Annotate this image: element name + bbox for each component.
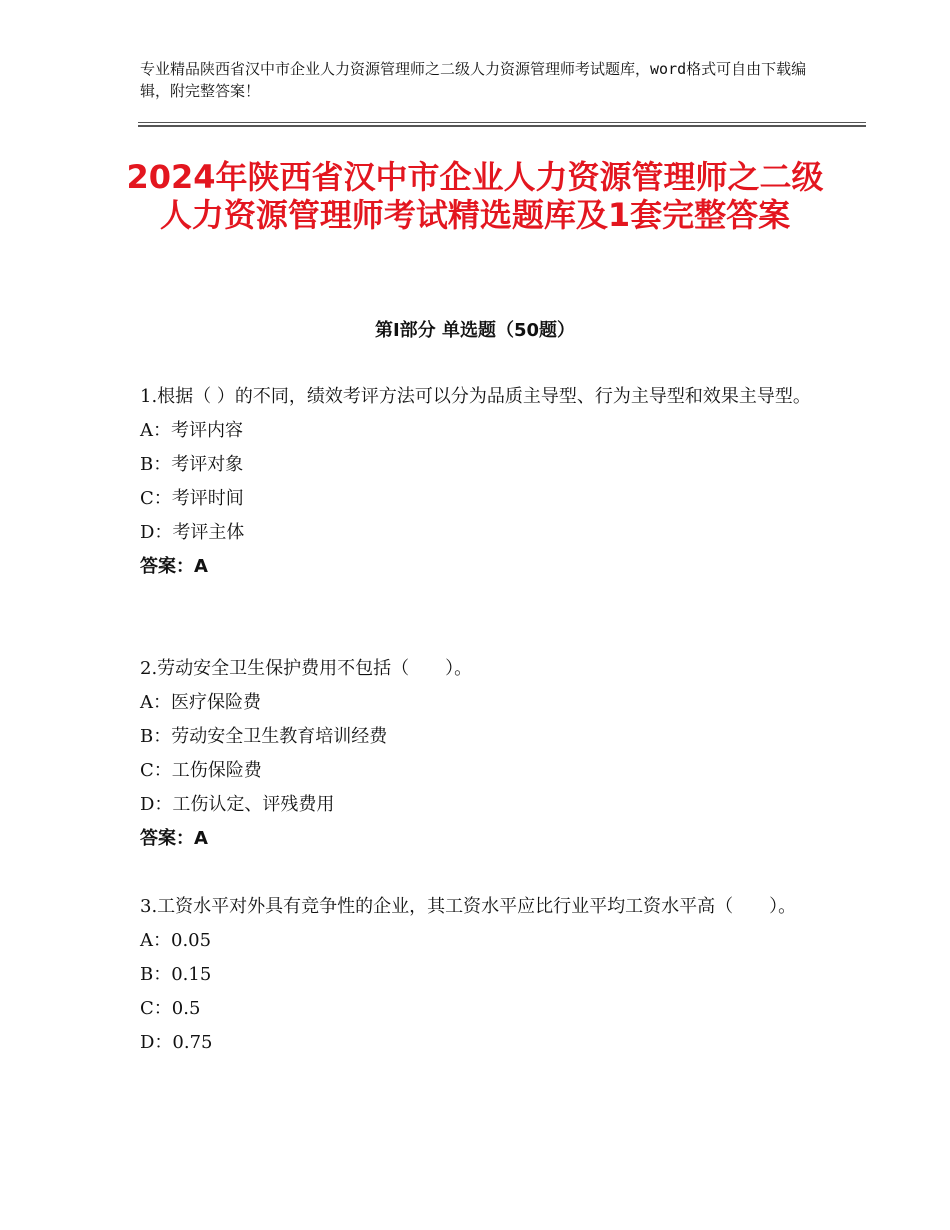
option-d: D：考评主体 [140,522,245,543]
question-stem: 1.根据（ ）的不同，绩效考评方法可以分为品质主导型、行为主导型和效果主导型。 [140,386,811,407]
document-title: 2024年陕西省汉中市企业人力资源管理师之二级人力资源管理师考试精选题库及1套完整答案 [126,158,824,234]
option-d: D：工伤认定、评残费用 [140,794,335,815]
option-d: D：0.75 [140,1032,213,1053]
question-stem: 3.工资水平对外具有竞争性的企业，其工资水平应比行业平均工资水平高（ ）。 [140,896,797,917]
question-1 [140,380,820,584]
question-stem: 2.劳动安全卫生保护费用不包括（ ）。 [140,658,473,679]
option-a: A：考评内容 [140,420,243,441]
section-title: 第Ⅰ部分 单选题（50题） [374,320,575,341]
question-2 [140,652,820,856]
option-c: C：工伤保险费 [140,760,262,781]
option-b: B：考评对象 [140,454,244,475]
question-3 [140,890,820,1060]
option-a: A：0.05 [140,930,212,951]
option-a: A：医疗保险费 [140,692,261,713]
option-c: C：0.5 [140,998,201,1019]
header-divider-thick [138,125,866,127]
answer: 答案：A [140,556,208,577]
option-c: C：考评时间 [140,488,244,509]
answer: 答案：A [140,828,208,849]
header-note: 专业精品陕西省汉中市企业人力资源管理师之二级人力资源管理师考试题库，word格式可自由下载编辑，附完整答案！ [140,60,807,100]
header-divider [138,122,866,123]
option-b: B：劳动安全卫生教育培训经费 [140,726,388,747]
option-b: B：0.15 [140,964,212,985]
